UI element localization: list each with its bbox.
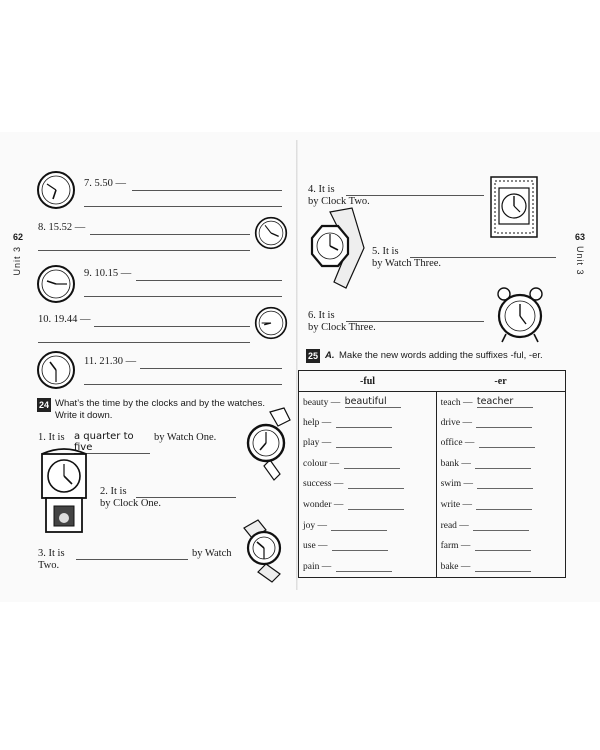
q1-suffix: by Watch One. bbox=[154, 432, 217, 443]
q2-suffix: by Clock One. bbox=[100, 498, 161, 509]
item-7-answer-line-2[interactable] bbox=[84, 206, 282, 207]
table-cell-er bbox=[436, 536, 565, 557]
table-cell-ful bbox=[299, 515, 437, 536]
table-row bbox=[299, 392, 566, 413]
er-word: teach — bbox=[440, 398, 473, 409]
q5-suffix: by Watch Three. bbox=[372, 258, 442, 269]
column-header-er: -er bbox=[436, 371, 565, 392]
exercise-24-instruction-1: What’s the time by the clocks and by the watches. bbox=[55, 398, 265, 409]
grandfather-clock-icon bbox=[40, 448, 88, 534]
er-word: read — bbox=[440, 520, 469, 531]
table-cell-ful bbox=[299, 433, 437, 454]
table-cell-er bbox=[436, 392, 565, 413]
exercise-25-instruction: Make the new words adding the suffixes -ful, -er. bbox=[339, 350, 543, 361]
er-answer-blank[interactable] bbox=[476, 509, 532, 510]
er-answer-blank[interactable] bbox=[476, 427, 532, 428]
table-row bbox=[299, 495, 566, 516]
wristwatch-icon bbox=[300, 208, 370, 288]
table-cell-ful bbox=[299, 392, 437, 413]
ful-answer-blank[interactable] bbox=[348, 488, 404, 489]
right-unit-label: Unit 3 bbox=[575, 246, 585, 276]
q6-prefix: 6. It is bbox=[308, 310, 335, 321]
exercise-24-badge: 24 bbox=[38, 400, 49, 410]
q1-answer[interactable]: a quarter to five bbox=[74, 431, 150, 454]
item-11-answer-line[interactable] bbox=[140, 368, 282, 369]
er-answer-blank[interactable] bbox=[475, 468, 531, 469]
table-row bbox=[299, 474, 566, 495]
table-cell-ful bbox=[299, 454, 437, 475]
table-cell-er bbox=[436, 413, 565, 434]
ful-word: pain — bbox=[303, 561, 332, 572]
er-answer-blank[interactable] bbox=[477, 488, 533, 489]
exercise-25-part: A. bbox=[325, 350, 335, 361]
ful-word: wonder — bbox=[303, 500, 344, 511]
table-row bbox=[299, 556, 566, 577]
ful-word: use — bbox=[303, 541, 328, 552]
ful-answer-blank[interactable] bbox=[336, 447, 392, 448]
er-answer-blank[interactable]: teacher bbox=[477, 396, 533, 408]
table-cell-er bbox=[436, 454, 565, 475]
table-cell-ful bbox=[299, 495, 437, 516]
er-answer-blank[interactable] bbox=[479, 447, 535, 448]
right-page-number: 63 bbox=[575, 232, 586, 242]
item-11-answer-line-2[interactable] bbox=[84, 384, 282, 385]
q4-suffix: by Clock Two. bbox=[308, 196, 370, 207]
q3-suffix: by Watch bbox=[192, 548, 232, 559]
ful-answer-blank[interactable] bbox=[336, 571, 392, 572]
table-cell-er bbox=[436, 433, 565, 454]
clock-icon bbox=[254, 306, 288, 340]
table-cell-ful bbox=[299, 556, 437, 577]
ful-word: colour — bbox=[303, 458, 340, 469]
table-row bbox=[299, 454, 566, 475]
er-word: drive — bbox=[440, 417, 472, 428]
ful-answer-blank[interactable] bbox=[344, 468, 400, 469]
ful-word: play — bbox=[303, 438, 332, 449]
item-10-answer-line[interactable] bbox=[94, 326, 250, 327]
suffix-table bbox=[298, 370, 566, 578]
table-cell-ful bbox=[299, 536, 437, 557]
er-word: swim — bbox=[440, 479, 474, 490]
er-word: farm — bbox=[440, 541, 471, 552]
table-row bbox=[299, 433, 566, 454]
er-word: bank — bbox=[440, 458, 471, 469]
left-unit-label: Unit 3 bbox=[12, 246, 22, 276]
ful-word: beauty — bbox=[303, 398, 341, 409]
ful-word: success — bbox=[303, 479, 344, 490]
q5-prefix: 5. It is bbox=[372, 246, 399, 257]
item-10-label: 10. 19.44 — bbox=[38, 314, 91, 325]
item-8-answer-line-2[interactable] bbox=[38, 250, 250, 251]
er-answer-blank[interactable] bbox=[473, 530, 529, 531]
ful-word: help — bbox=[303, 417, 332, 428]
item-7-label: 7. 5.50 — bbox=[84, 178, 126, 189]
ful-answer-blank[interactable] bbox=[332, 550, 388, 551]
left-page-number: 62 bbox=[13, 232, 24, 242]
ful-answer-blank[interactable] bbox=[331, 530, 387, 531]
exercise-25-badge: 25 bbox=[307, 351, 318, 361]
clock-icon bbox=[36, 264, 76, 304]
table-row bbox=[299, 413, 566, 434]
item-11-label: 11. 21.30 — bbox=[84, 356, 137, 367]
clock-icon bbox=[254, 216, 288, 250]
column-header-ful: -ful bbox=[299, 371, 437, 392]
ful-word: joy — bbox=[303, 520, 328, 531]
exercise-24-instruction-2: Write it down. bbox=[55, 410, 113, 421]
item-10-answer-line-2[interactable] bbox=[38, 342, 250, 343]
q3-answer-line[interactable] bbox=[76, 559, 188, 560]
q3-prefix: 3. It is bbox=[38, 548, 65, 559]
q6-suffix: by Clock Three. bbox=[308, 322, 376, 333]
item-9-label: 9. 10.15 — bbox=[84, 268, 132, 279]
q4-prefix: 4. It is bbox=[308, 184, 335, 195]
item-8-answer-line[interactable] bbox=[90, 234, 250, 235]
ful-answer-blank[interactable] bbox=[348, 509, 404, 510]
ful-answer-blank[interactable] bbox=[336, 427, 392, 428]
item-8-label: 8. 15.52 — bbox=[38, 222, 86, 233]
table-cell-ful bbox=[299, 413, 437, 434]
item-9-answer-line[interactable] bbox=[136, 280, 282, 281]
framed-clock-icon bbox=[490, 176, 538, 238]
er-answer-blank[interactable] bbox=[475, 571, 531, 572]
er-word: office — bbox=[440, 438, 475, 449]
wristwatch-icon bbox=[240, 408, 292, 480]
wristwatch-icon bbox=[236, 520, 292, 582]
q1-prefix: 1. It is bbox=[38, 432, 65, 443]
er-word: write — bbox=[440, 500, 472, 511]
table-row bbox=[299, 536, 566, 557]
table-cell-er bbox=[436, 495, 565, 516]
er-answer-blank[interactable] bbox=[475, 550, 531, 551]
ful-answer-blank[interactable]: beautiful bbox=[345, 396, 401, 408]
alarm-clock-icon bbox=[494, 286, 546, 344]
table-cell-er bbox=[436, 556, 565, 577]
q2-prefix: 2. It is bbox=[100, 486, 127, 497]
item-9-answer-line-2[interactable] bbox=[84, 296, 282, 297]
item-7-answer-line[interactable] bbox=[132, 190, 282, 191]
clock-icon bbox=[36, 350, 76, 390]
table-cell-er bbox=[436, 474, 565, 495]
table-cell-er bbox=[436, 515, 565, 536]
q3-suffix-2: Two. bbox=[38, 560, 60, 571]
table-row bbox=[299, 515, 566, 536]
table-cell-ful bbox=[299, 474, 437, 495]
clock-icon bbox=[36, 170, 76, 210]
er-word: bake — bbox=[440, 561, 471, 572]
